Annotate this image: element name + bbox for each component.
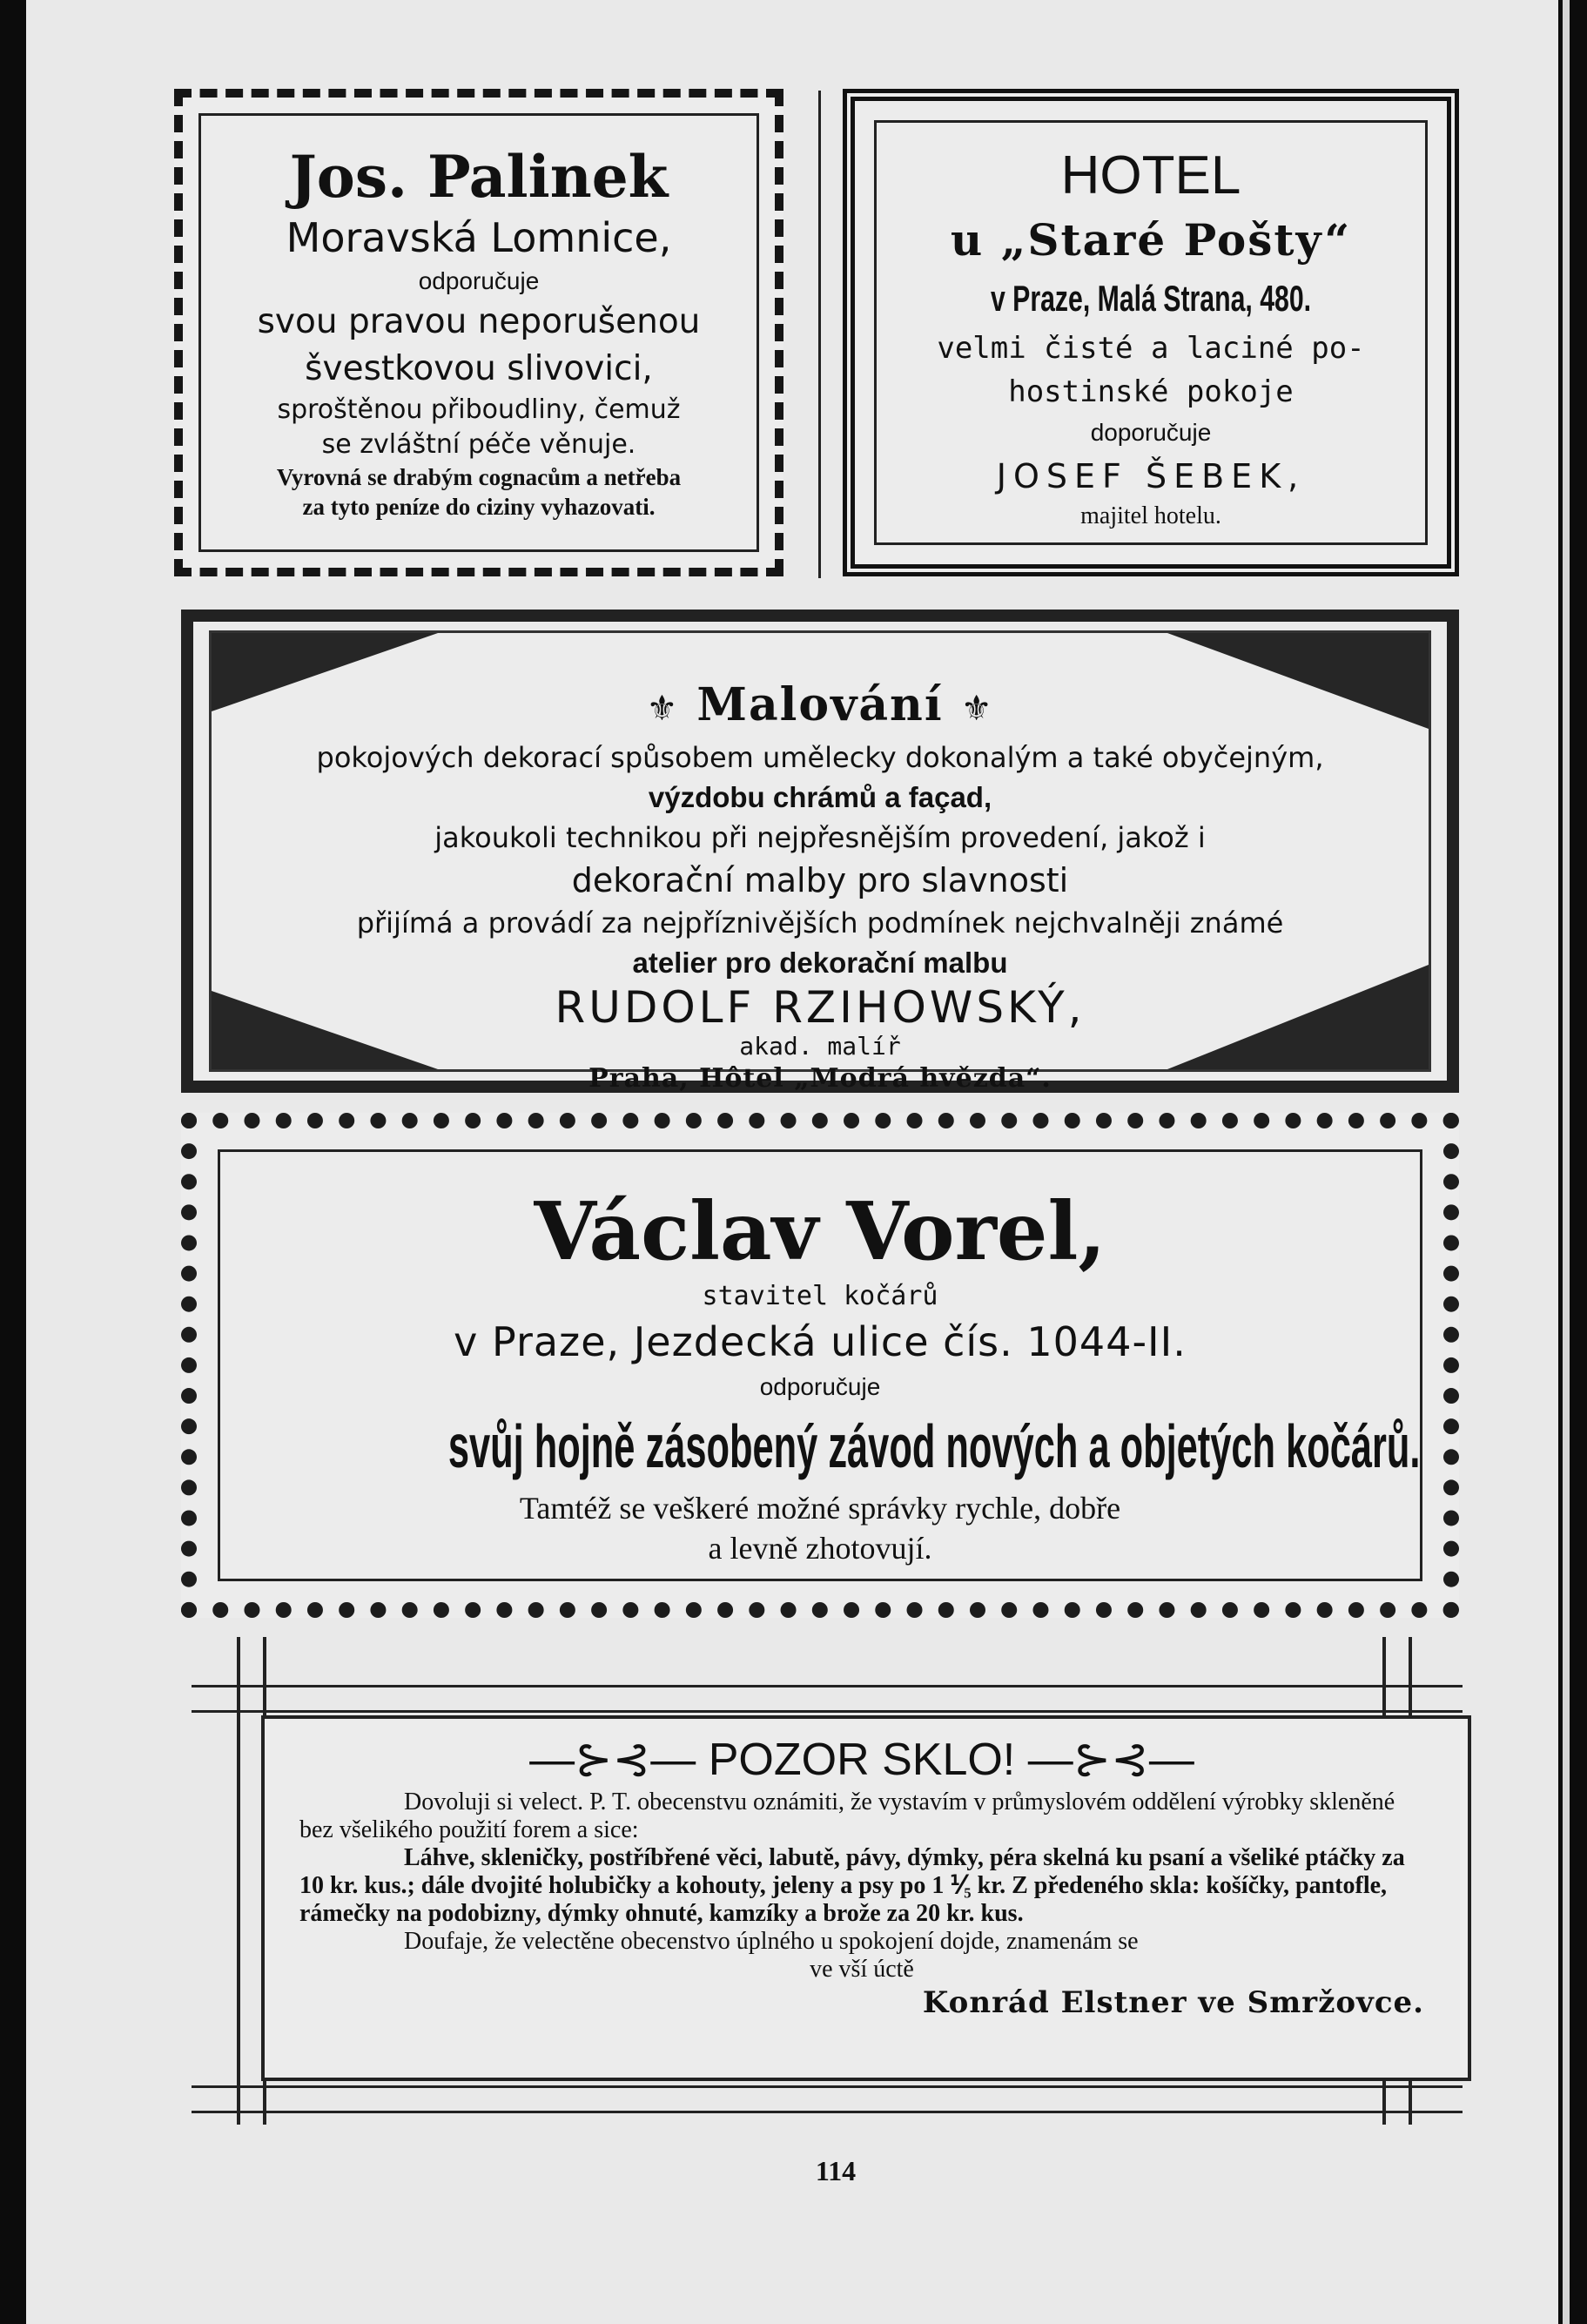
fleuron-right-icon: ⚜ [960,689,994,729]
ad-sklo-bottom-rail [192,2085,1463,2113]
ad-vorel-name: Václav Vorel, [534,1184,1106,1278]
ad-vorel-recommends: odporučuje [759,1373,881,1400]
ad-sklo-intro: Dovoluji si velect. P. T. obecenstvu oznámiti, že vystavím v průmyslovém oddělení výrobky skleněné bez všelikého použití forem a sice: [299,1788,1395,1843]
ad-hotel-frame [874,120,1428,545]
ad-palinek-line1: svou pravou neporušenou [257,302,701,341]
ad-malovani-name: RUDOLF RZIHOWSKÝ, [555,982,1086,1033]
ad-palinek-line4: se zvláštní péče věnuje. [321,429,636,460]
corner-ornament [1167,965,1429,1069]
ad-sklo-signature: Konrád Elstner ve Smržovce. [922,1985,1424,2020]
ad-vorel-line2: a levně zhotovují. [708,1531,932,1566]
ad-hotel-name: u „Staré Pošty“ [950,214,1352,266]
ad-vorel-frame [218,1149,1422,1581]
ad-malovani-line6: atelier pro dekorační malbu [632,946,1008,979]
ad-malovani-role: akad. malíř [739,1032,901,1061]
ad-vorel-address: v Praze, Jezdecká ulice čís. 1044-II. [454,1318,1187,1365]
ad-hotel-recommends: doporučuje [1090,419,1212,446]
ad-hotel-title: HOTEL [1060,145,1241,205]
ad-hotel-line1: velmi čisté a laciné po- [937,331,1365,366]
ad-sklo-title-row [299,1731,1424,1788]
ad-palinek-name: Jos. Palinek [289,143,669,211]
ad-malovani-title: Malování [696,678,944,731]
ad-malovani [181,610,1459,1093]
ad-malovani-location: Praha, Hôtel „Modrá hvězda“. [588,1063,1052,1094]
ad-hotel [843,89,1459,576]
ad-vorel-role: stavitel kočárů [702,1281,938,1311]
ad-malovani-line3: jakoukoli technikou při nejpřesnějším provedení, jakož i [434,821,1206,854]
corner-ornament [212,633,438,711]
fleuron-left-icon: ⚜ [646,689,680,729]
ad-sklo-closing2: ve vší úctě [810,1956,914,1983]
ad-palinek [174,89,783,576]
corner-ornament [1167,633,1429,729]
ad-palinek-line2: švestkovou slivovici, [305,349,653,388]
ad-vorel-line1: Tamtéž se veškeré možné správky rychle, dobře [519,1491,1121,1526]
page-number: 114 [815,2155,857,2186]
ad-sklo [261,1715,1471,2081]
flourish-left-icon: —⊱⊰— [529,1735,696,1785]
ad-palinek-town: Moravská Lomnice, [286,214,672,261]
ad-palinek-recommends: odporučuje [418,267,540,294]
ad-sklo-title: POZOR SKLO! [708,1735,1016,1785]
ad-vorel-headline: svůj hojně zásobený závod nových a objetých kočárů. [447,1412,1421,1480]
ad-hotel-line2: hostinské pokoje [1008,374,1294,409]
ad-malovani-line2: výzdobu chrámů a façad, [648,781,992,813]
page-edge [1563,0,1570,2324]
ad-hotel-address: v Praze, Malá Strana, 480. [990,278,1312,319]
ad-palinek-frame [198,113,759,552]
flourish-right-icon: —⊱⊰— [1027,1735,1194,1785]
ad-palinek-note2: za tyto peníze do ciziny vyhazovati. [302,494,656,520]
ad-hotel-role: majitel hotelu. [1080,502,1221,529]
ad-sklo-top-rail [192,1685,1463,1713]
column-divider [818,91,821,578]
ad-vorel [181,1113,1459,1618]
ad-malovani-frame [209,630,1431,1094]
ad-palinek-line3: sproštěnou přiboudliny, čemuž [277,394,681,425]
ad-malovani-line1: pokojových dekorací spůsobem umělecky dokonalým a také obyčejným, [316,741,1324,774]
ad-sklo-closing1: Doufaje, že velectěne obecenstvo úplného u spokojení dojde, znamenám se [404,1928,1139,1955]
corner-ornament [212,991,438,1069]
ad-palinek-note1: Vyrovná se drabým cognacům a netřeba [276,464,682,490]
ad-sklo-items: Láhve, skleničky, postříbřené věci, labutě, pávy, dýmky, péra skelná ku psaní a všeliké ptáčky za 10 kr. kus.; dále dvojité holubičky a kohouty, jeleny a psy po 1 ⅟₅ kr. Z předeného skla: košíčky, pantofle, rámečky na podobizny, dýmky ohnuté, kamzíky a brože za 20 kr. kus. [299,1844,1405,1927]
ad-malovani-line5: přijímá a provádí za nejpříznivějších podmínek nejchvalněji známé [356,906,1284,940]
ad-malovani-line4: dekorační malby pro slavnosti [571,861,1069,899]
ad-hotel-owner: JOSEF ŠEBEK, [996,457,1306,495]
